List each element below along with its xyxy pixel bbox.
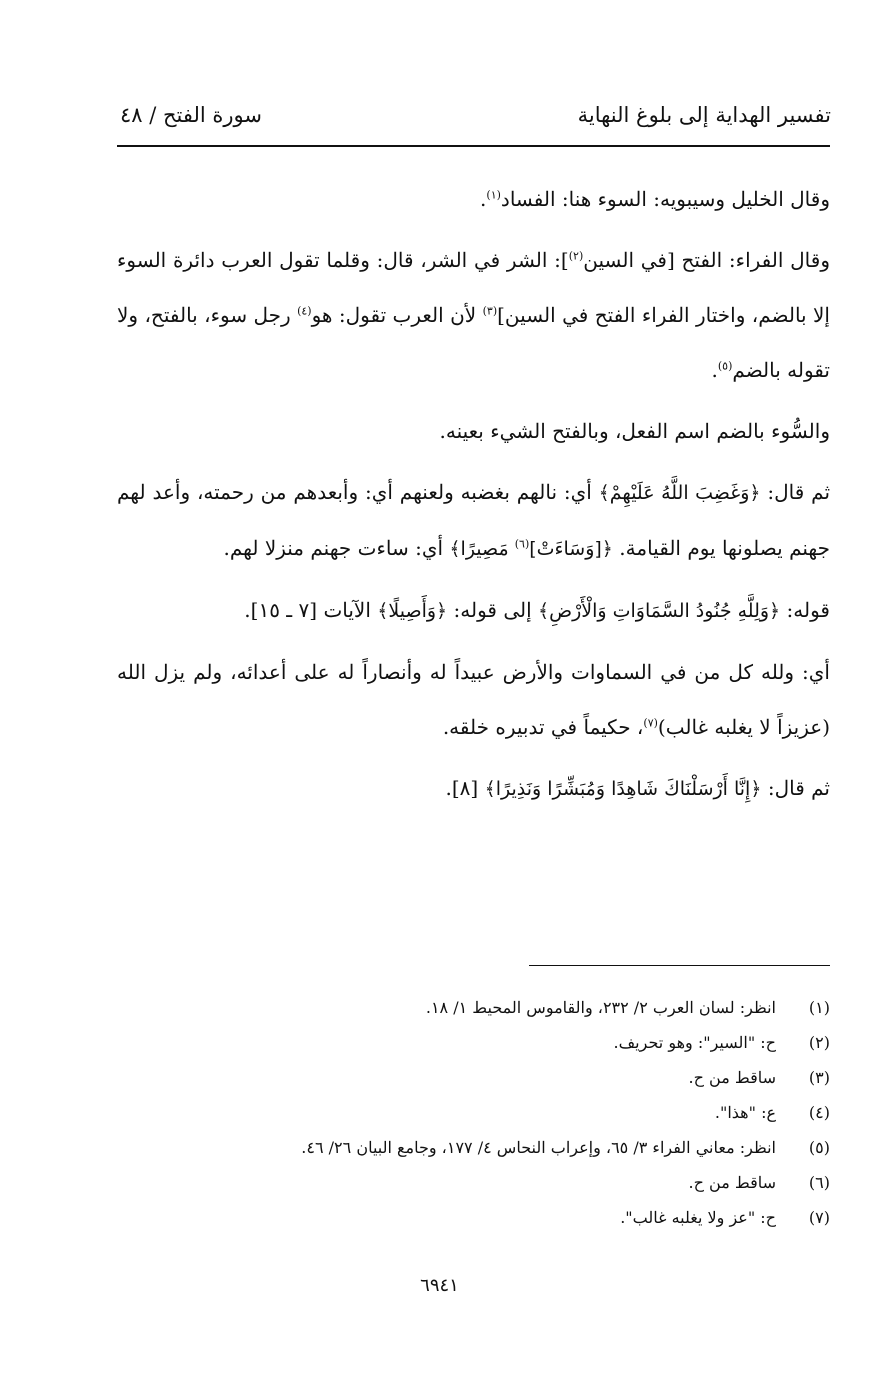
footnote-number: (٤) <box>808 1103 830 1122</box>
footnote-item <box>117 1130 830 1165</box>
footnote-text: ساقط من ح. <box>688 1173 776 1192</box>
footnote-text: ع: "هذا". <box>714 1103 776 1122</box>
footnote-item <box>117 990 830 1025</box>
footnote-ref: (٣) <box>482 304 498 318</box>
footnote-number: (٥) <box>808 1138 830 1157</box>
header-divider <box>117 145 830 147</box>
footnote-number: (٧) <box>808 1208 830 1227</box>
paragraph-5: قوله: ﴿وَلِلَّهِ جُنُودُ السَّمَاوَاتِ وَالْأَرْضِ﴾ إلى قوله: ﴿وَأَصِيلًا﴾ الآيات [٧ ـ ١٥]. <box>244 598 830 622</box>
footnote-ref: (٥) <box>717 359 733 373</box>
footnote-number: (٦) <box>808 1173 830 1192</box>
footnote-divider <box>529 965 830 966</box>
footnote-text: ح: "عز ولا يغلبه غالب". <box>620 1208 776 1227</box>
footnote-text: ساقط من ح. <box>688 1068 776 1087</box>
paragraph-3: والسُّوء بالضم اسم الفعل، وبالفتح الشيء بعينه. <box>439 419 830 443</box>
paragraph-4: ثم قال: ﴿وَغَضِبَ اللَّهُ عَلَيْهِمْ﴾ أي: نالهم بغضبه ولعنهم أي: وأبعدهم من رحمته، وأعد لهم جهنم يصلونها يوم القيامة. ﴿[وَسَاءَتْ]$^{(٦)}$ مَصِيرًا﴾ أي: ساءت جهنم منزلا لهم. <box>117 480 831 560</box>
paragraph-2: وقال الفراء: الفتح [في السين$^{(٢)}$]: الشر في الشر، قال: وقلما تقول العرب دائرة السوء إلا بالضم، واختار الفراء الفتح في السين]$^{(٣)}$ لأن العرب تقول: هو$^{(٤)}$ رجل سوء، بالفتح، ولا تقوله بالضم$^{(٥)}$. <box>117 248 830 382</box>
main-text <box>117 172 830 817</box>
paragraph-1: وقال الخليل وسيبويه: السوء هنا: الفساد$^{(١)}$. <box>480 187 830 211</box>
running-header-title: تفسير الهداية إلى بلوغ النهاية <box>577 103 831 127</box>
footnote-ref: (٢) <box>568 249 584 263</box>
footnote-ref: (٤) <box>297 304 312 318</box>
footnote-number: (٣) <box>808 1068 830 1087</box>
footnote-ref: (٦) <box>514 537 530 551</box>
footnote-ref: (٧) <box>643 716 658 730</box>
footnote-item <box>117 1095 830 1130</box>
footnotes <box>117 990 830 1235</box>
footnote-text: ح: "السير": وهو تحريف. <box>613 1033 776 1052</box>
quran-verse: ﴿وَلِلَّهِ جُنُودُ السَّمَاوَاتِ وَالْأَرْضِ﴾ <box>538 600 781 622</box>
paragraph-6: أي: ولله كل من في السماوات والأرض عبيداً له وأنصاراً له على أعدائه، ولم يزل الله (عزيزاً لا يغلبه غالب)$^{(٧)}$، حكيماً في تدبيره خلقه. <box>117 660 830 739</box>
footnote-item <box>117 1060 830 1095</box>
footnote-text: انظر: معاني الفراء ٣/ ٦٥، وإعراب النحاس ٤/ ١٧٧، وجامع البيان ٢٦/ ٤٦. <box>301 1138 776 1157</box>
footnote-text: انظر: لسان العرب ٢/ ٢٣٢، والقاموس المحيط ١/ ١٨. <box>425 998 776 1017</box>
footnote-item <box>117 1165 830 1200</box>
quran-verse: ﴿وَغَضِبَ اللَّهُ عَلَيْهِمْ﴾ <box>598 482 761 504</box>
footnote-item <box>117 1200 830 1235</box>
quran-verse: مَصِيرًا﴾ <box>449 538 515 560</box>
footnote-number: (٢) <box>808 1033 830 1052</box>
quran-verse: ﴿إِنَّا أَرْسَلْنَاكَ شَاهِدًا وَمُبَشِّرًا وَنَذِيرًا﴾ <box>484 778 762 800</box>
footnote-ref: (١) <box>486 188 501 202</box>
footnote-item <box>117 1025 830 1060</box>
quran-verse: ﴿[وَسَاءَتْ] <box>529 538 613 560</box>
page-number: ٦٩٤١ <box>420 1275 459 1296</box>
quran-verse: ﴿وَأَصِيلًا﴾ <box>377 600 448 622</box>
footnote-number: (١) <box>808 998 830 1017</box>
running-header-surah: سورة الفتح / ٤٨ <box>120 103 262 127</box>
paragraph-7: ثم قال: ﴿إِنَّا أَرْسَلْنَاكَ شَاهِدًا وَمُبَشِّرًا وَنَذِيرًا﴾ [٨]. <box>445 776 830 800</box>
